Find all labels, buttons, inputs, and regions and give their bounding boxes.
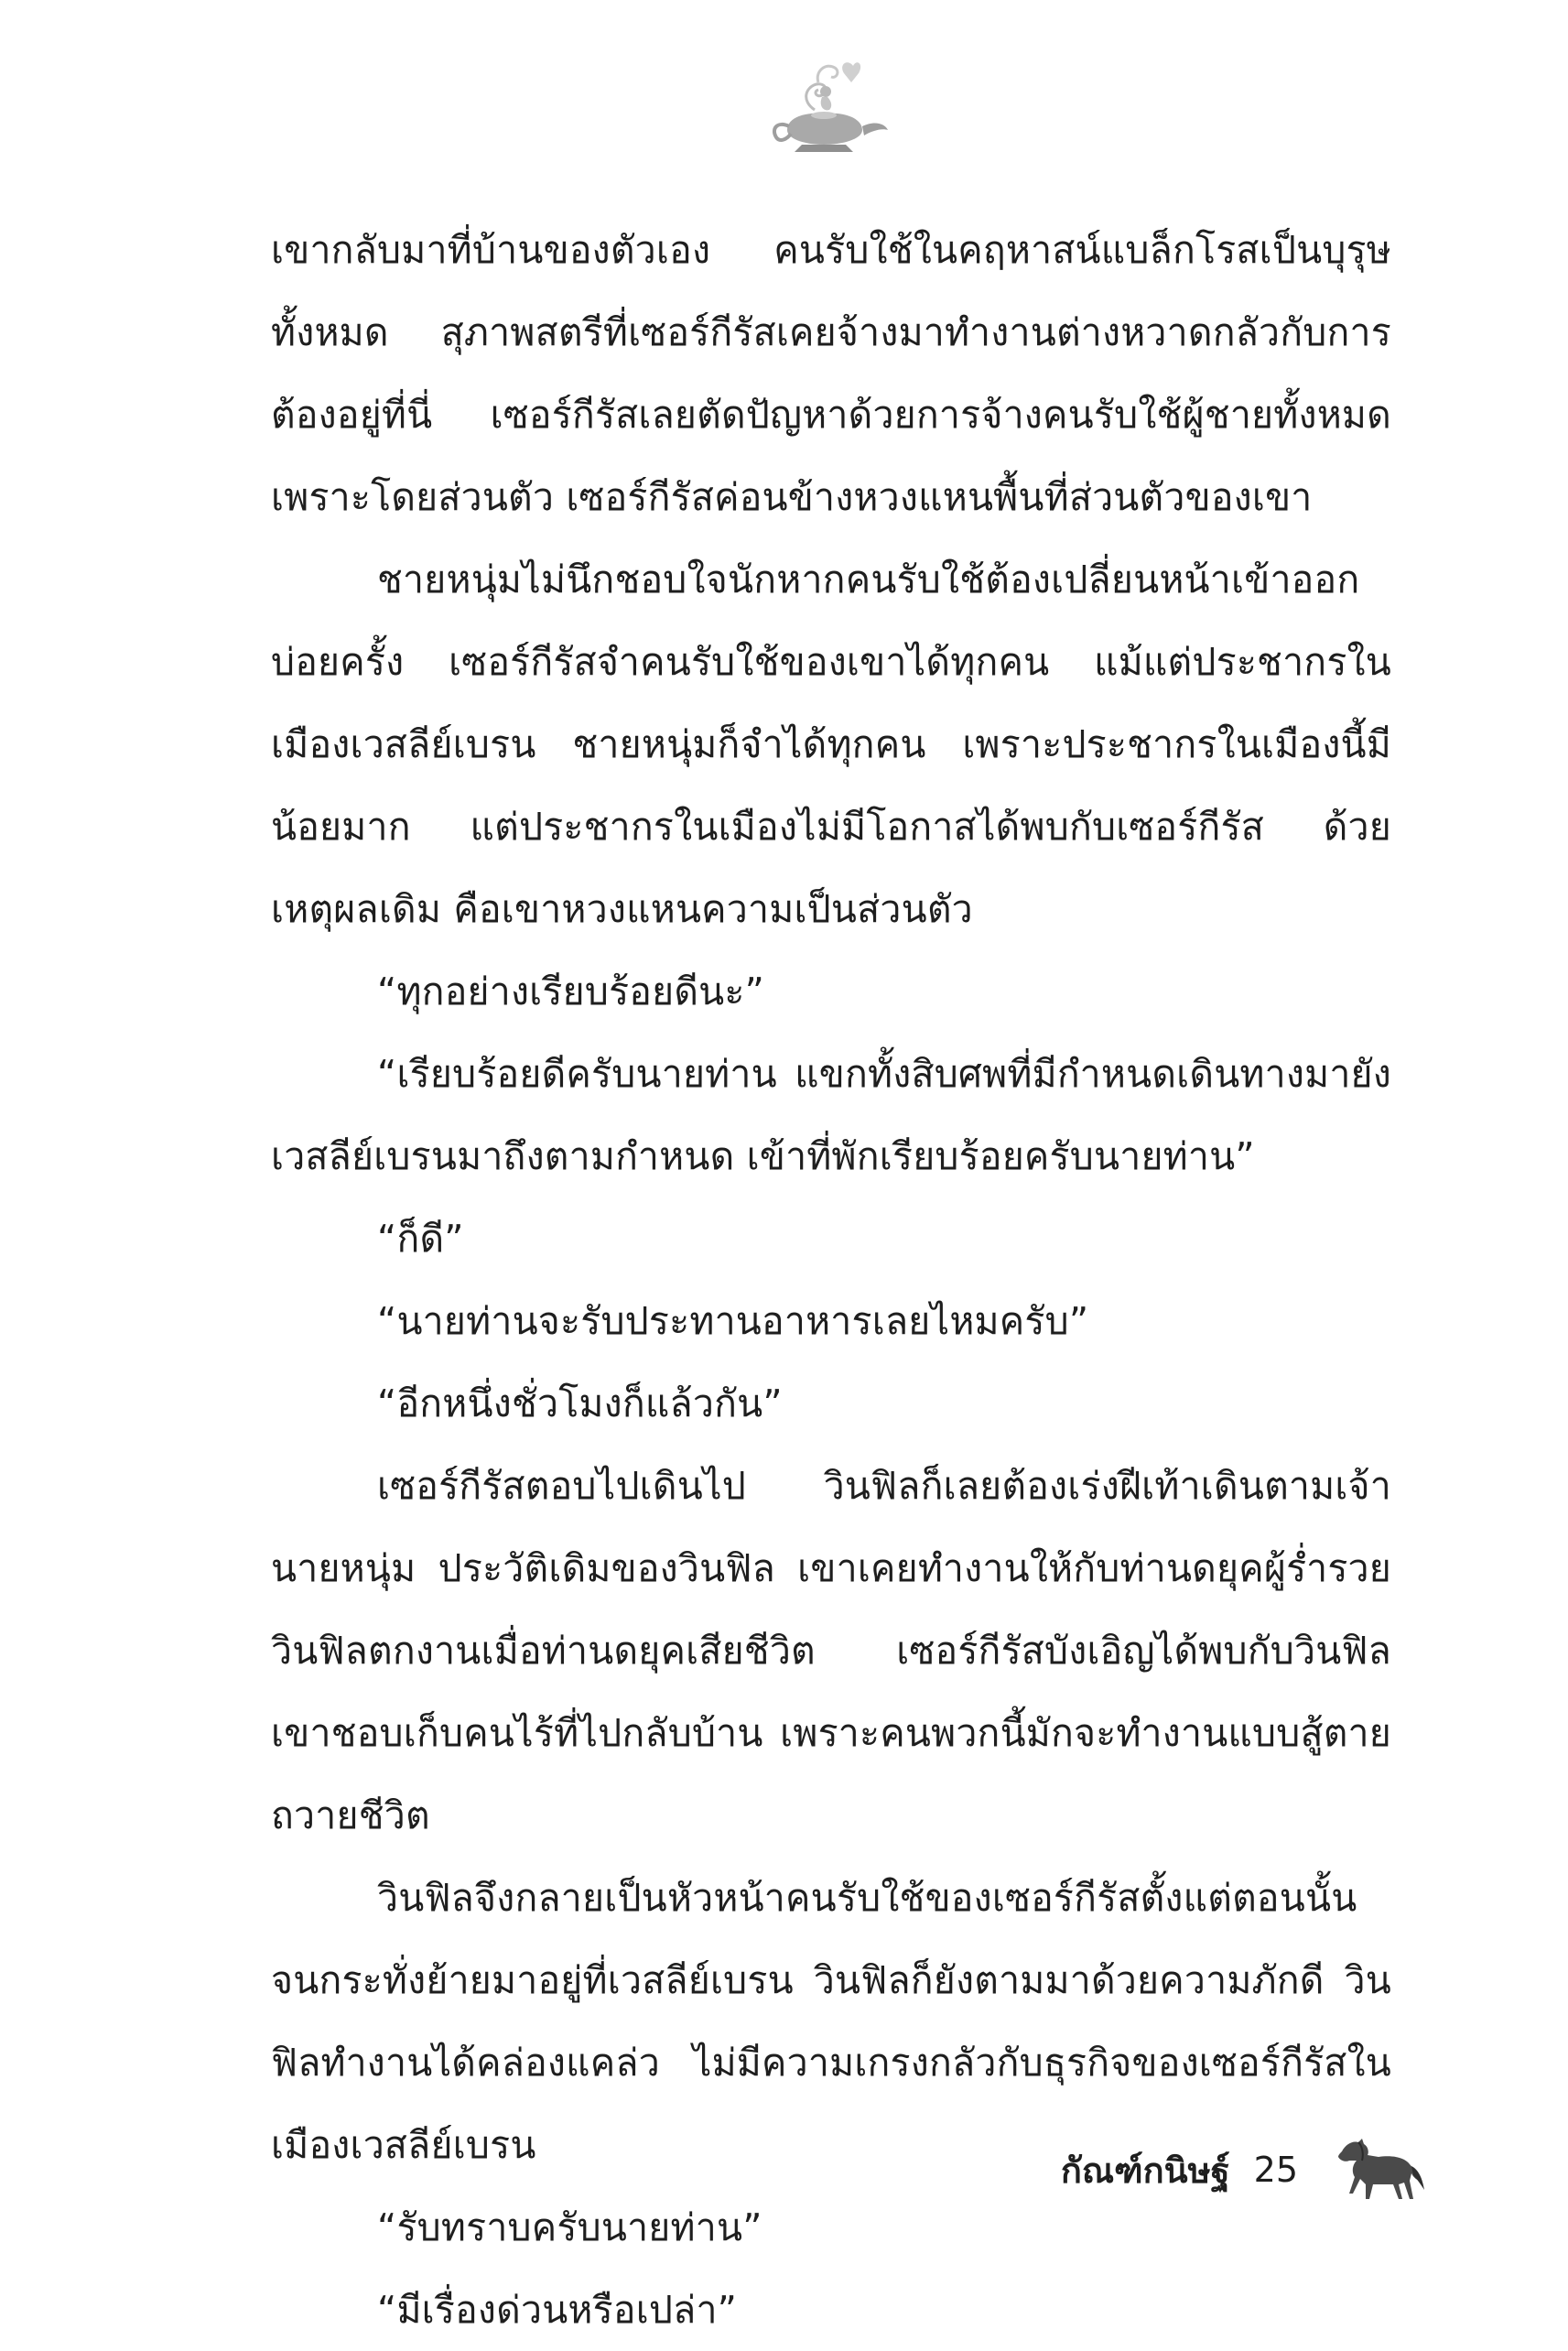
page-footer: [1061, 2133, 1426, 2206]
book-title: กัณฑ์กนิษฐ์: [1060, 2150, 1230, 2191]
paragraph-2: ชายหนุ่มไม่นึกชอบใจนักหากคนรับใช้ต้องเปลี่ยนหน้าเข้าออกบ่อยครั้ง เซอร์กีรัสจำคนรับใช้ของเขาได้ทุกคน แม้แต่ประชากรในเมืองเวสลีย์เบรน ชายหนุ่มก็จำได้ทุกคน เพราะประชากรในเมืองนี้มีน้อยมาก แต่ประชากรในเมืองไม่มีโอกาสได้พบกับเซอร์กีรัส ด้วยเหตุผลเดิม คือเขาหวงแหนความเป็นส่วนตัว: [271, 558, 1391, 931]
dialog-line-7: “มีเรื่องด่วนหรือเปล่า”: [377, 2288, 738, 2332]
genie-lamp-icon: [751, 55, 897, 156]
dialog-line-4: “นายท่านจะรับประทานอาหารเลยไหมครับ”: [377, 1299, 1089, 1343]
body-text: [271, 209, 1391, 2351]
paragraph-4: วินฟิลจึงกลายเป็นหัวหน้าคนรับใช้ของเซอร์กีรัสตั้งแต่ตอนนั้นจนกระทั่งย้ายมาอยู่ที่เวสลีย์เบรน วินฟิลก็ยังตามมาด้วยความภักดี วินฟิลทำงานได้คล่องแคล่ว ไม่มีความเกรงกลัวกับธุรกิจของเซอร์กีรัสในเมืองเวสลีย์เบรน: [271, 1876, 1391, 2167]
dialog-line-5: “อีกหนึ่งชั่วโมงก็แล้วกัน”: [377, 1381, 783, 1425]
dialog-line-6: “รับทราบครับนายท่าน”: [377, 2205, 762, 2249]
paragraph-1: เขากลับมาที่บ้านของตัวเอง คนรับใช้ในคฤหาสน์แบล็กโรสเป็นบุรุษทั้งหมด สุภาพสตรีที่เซอร์กีรัสเคยจ้างมาทำงานต่างหวาดกลัวกับการต้องอยู่ที่นี่ เซอร์กีรัสเลยตัดปัญหาด้วยการจ้างคนรับใช้ผู้ชายทั้งหมด เพราะโดยส่วนตัว เซอร์กีรัสค่อนข้างหวงแหนพื้นที่ส่วนตัวของเขา: [271, 228, 1391, 519]
paragraph-3: เซอร์กีรัสตอบไปเดินไป วินฟิลก็เลยต้องเร่งฝีเท้าเดินตามเจ้านายหนุ่ม ประวัติเดิมของวินฟิล เขาเคยทำงานให้กับท่านดยุคผู้ร่ำรวย วินฟิลตกงานเมื่อท่านดยุคเสียชีวิต เซอร์กีรัสบังเอิญได้พบกับวินฟิล เขาชอบเก็บคนไร้ที่ไปกลับบ้าน เพราะคนพวกนี้มักจะทำงานแบบสู้ตายถวายชีวิต: [271, 1464, 1391, 1837]
dialog-line-1: “ทุกอย่างเรียบร้อยดีนะ”: [377, 970, 765, 1013]
dialog-line-3: “ก็ดี”: [377, 1217, 464, 1261]
dialog-line-2: “เรียบร้อยดีครับนายท่าน แขกทั้งสิบศพที่มีกำหนดเดินทางมายังเวสลีย์เบรนมาถึงตามกำหนด เข้าที่พักเรียบร้อยครับนายท่าน”: [271, 1052, 1391, 1178]
horse-icon: [1325, 2133, 1426, 2206]
page-number: 25: [1253, 2150, 1298, 2190]
